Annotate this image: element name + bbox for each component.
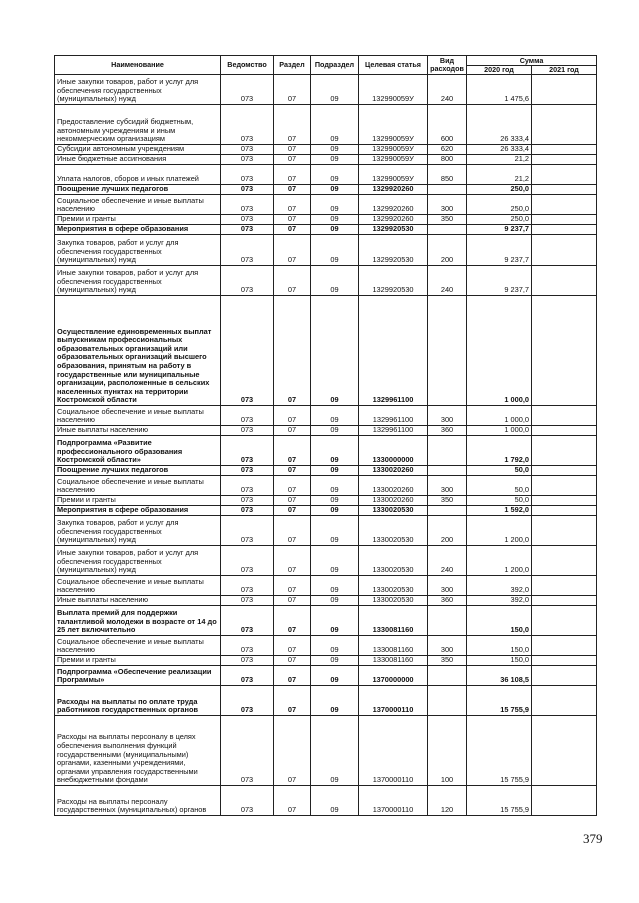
cell-dept: 073 (221, 576, 274, 596)
cell-dept: 073 (221, 496, 274, 506)
cell-type: 620 (428, 145, 467, 155)
cell-dept: 073 (221, 165, 274, 185)
cell-2021 (532, 636, 597, 656)
table-row (55, 606, 597, 636)
cell-target: 1329920260 (359, 185, 428, 195)
cell-name: Закупка товаров, работ и услуг для обеспечения государственных (муниципальных) нужд (55, 516, 221, 546)
cell-target: 1330020530 (359, 546, 428, 576)
cell-type: 300 (428, 406, 467, 426)
table-row (55, 546, 597, 576)
cell-2021 (532, 546, 597, 576)
cell-2021 (532, 606, 597, 636)
cell-section: 07 (274, 165, 311, 185)
cell-target: 1330081160 (359, 606, 428, 636)
cell-dept: 073 (221, 406, 274, 426)
cell-section: 07 (274, 195, 311, 215)
cell-2021 (532, 185, 597, 195)
header-sum: Сумма (467, 56, 597, 66)
cell-type (428, 686, 467, 716)
cell-name: Поощрение лучших педагогов (55, 185, 221, 195)
cell-target: 1329920530 (359, 235, 428, 266)
cell-dept: 073 (221, 516, 274, 546)
cell-section: 07 (274, 666, 311, 686)
table-row (55, 266, 597, 296)
cell-name: Премии и гранты (55, 656, 221, 666)
cell-dept: 073 (221, 656, 274, 666)
table-row (55, 596, 597, 606)
cell-dept: 073 (221, 225, 274, 235)
table-row (55, 786, 597, 816)
cell-subsection: 09 (311, 406, 359, 426)
cell-2020: 26 333,4 (467, 105, 532, 145)
cell-name: Расходы на выплаты персоналу в целях обеспечения выполнения функций государственными (муниципальными) органами, казенными учреждениями, органами управления государственными внебюджетными фондами (55, 716, 221, 786)
cell-2020: 21,2 (467, 165, 532, 185)
cell-2020: 150,0 (467, 636, 532, 656)
cell-2020: 392,0 (467, 576, 532, 596)
cell-type (428, 296, 467, 406)
cell-section: 07 (274, 406, 311, 426)
cell-2021 (532, 466, 597, 476)
table-row (55, 406, 597, 426)
cell-dept: 073 (221, 436, 274, 466)
cell-target: 1330020260 (359, 496, 428, 506)
cell-dept: 073 (221, 235, 274, 266)
cell-subsection: 09 (311, 636, 359, 656)
cell-2021 (532, 165, 597, 185)
cell-target: 1329920530 (359, 225, 428, 235)
cell-type (428, 225, 467, 235)
cell-subsection: 09 (311, 596, 359, 606)
cell-dept: 073 (221, 266, 274, 296)
cell-subsection: 09 (311, 546, 359, 576)
cell-type: 350 (428, 496, 467, 506)
table-row (55, 576, 597, 596)
cell-dept: 073 (221, 506, 274, 516)
header-name: Наименование (55, 56, 221, 75)
cell-subsection: 09 (311, 215, 359, 225)
cell-type: 300 (428, 195, 467, 215)
cell-name: Осуществление единовременных выплат выпускникам профессиональных образовательных организаций или образовательных организаций высшего образования, принятым на работу в государственные или муниципальные организации, расположенные в сельских населенных пунктах на территории Костромской области (55, 296, 221, 406)
cell-name: Закупка товаров, работ и услуг для обеспечения государственных (муниципальных) нужд (55, 235, 221, 266)
cell-dept: 073 (221, 546, 274, 576)
cell-section: 07 (274, 786, 311, 816)
cell-name: Премии и гранты (55, 496, 221, 506)
cell-type: 350 (428, 656, 467, 666)
cell-type: 100 (428, 716, 467, 786)
table-row (55, 155, 597, 165)
cell-subsection: 09 (311, 165, 359, 185)
cell-target: 1329920260 (359, 215, 428, 225)
cell-name: Иные закупки товаров, работ и услуг для обеспечения государственных (муниципальных) нужд (55, 75, 221, 105)
cell-type: 240 (428, 75, 467, 105)
cell-subsection: 09 (311, 606, 359, 636)
cell-name: Иные закупки товаров, работ и услуг для обеспечения государственных (муниципальных) нужд (55, 266, 221, 296)
cell-target: 1329961100 (359, 426, 428, 436)
cell-target: 1370000110 (359, 786, 428, 816)
cell-2020: 1 475,6 (467, 75, 532, 105)
cell-name: Иные закупки товаров, работ и услуг для обеспечения государственных (муниципальных) нужд (55, 546, 221, 576)
cell-name: Иные выплаты населению (55, 596, 221, 606)
cell-target: 1370000000 (359, 666, 428, 686)
cell-target: 1330081160 (359, 656, 428, 666)
table-row (55, 716, 597, 786)
cell-dept: 073 (221, 426, 274, 436)
cell-name: Подпрограмма «Обеспечение реализации Программы» (55, 666, 221, 686)
cell-2020: 392,0 (467, 596, 532, 606)
cell-name: Социальное обеспечение и иные выплаты населению (55, 406, 221, 426)
cell-subsection: 09 (311, 506, 359, 516)
cell-section: 07 (274, 225, 311, 235)
table-row (55, 506, 597, 516)
cell-dept: 073 (221, 215, 274, 225)
cell-2021 (532, 75, 597, 105)
cell-type: 300 (428, 636, 467, 656)
cell-target: 1370000110 (359, 716, 428, 786)
cell-section: 07 (274, 546, 311, 576)
cell-subsection: 09 (311, 75, 359, 105)
table-row (55, 466, 597, 476)
cell-dept: 073 (221, 75, 274, 105)
cell-2021 (532, 666, 597, 686)
cell-2020: 26 333,4 (467, 145, 532, 155)
cell-2020: 1 000,0 (467, 426, 532, 436)
cell-section: 07 (274, 185, 311, 195)
table-row (55, 105, 597, 145)
cell-subsection: 09 (311, 436, 359, 466)
cell-section: 07 (274, 215, 311, 225)
cell-2020: 50,0 (467, 496, 532, 506)
cell-type: 350 (428, 215, 467, 225)
cell-2020: 250,0 (467, 215, 532, 225)
table-row (55, 516, 597, 546)
cell-2020: 1 000,0 (467, 406, 532, 426)
cell-2021 (532, 656, 597, 666)
table-row (55, 195, 597, 215)
cell-type: 800 (428, 155, 467, 165)
cell-section: 07 (274, 506, 311, 516)
cell-dept: 073 (221, 636, 274, 656)
cell-section: 07 (274, 716, 311, 786)
cell-2020: 250,0 (467, 185, 532, 195)
cell-target: 1330020530 (359, 576, 428, 596)
cell-2021 (532, 225, 597, 235)
table-row (55, 666, 597, 686)
table-row (55, 436, 597, 466)
cell-type: 360 (428, 596, 467, 606)
cell-section: 07 (274, 145, 311, 155)
cell-target: 132990059У (359, 145, 428, 155)
cell-dept: 073 (221, 716, 274, 786)
cell-subsection: 09 (311, 466, 359, 476)
cell-section: 07 (274, 686, 311, 716)
cell-type (428, 185, 467, 195)
cell-subsection: 09 (311, 105, 359, 145)
cell-2020: 21,2 (467, 155, 532, 165)
cell-2021 (532, 596, 597, 606)
cell-2020: 9 237,7 (467, 235, 532, 266)
header-2021: 2021 год (532, 66, 597, 75)
cell-name: Социальное обеспечение и иные выплаты населению (55, 636, 221, 656)
cell-dept: 073 (221, 606, 274, 636)
cell-name: Выплата премий для поддержки талантливой молодежи в возрасте от 14 до 25 лет включительно (55, 606, 221, 636)
cell-subsection: 09 (311, 786, 359, 816)
cell-target: 132990059У (359, 165, 428, 185)
cell-dept: 073 (221, 666, 274, 686)
table-row (55, 656, 597, 666)
cell-type: 360 (428, 426, 467, 436)
table-body (55, 75, 597, 816)
cell-type: 850 (428, 165, 467, 185)
cell-2020: 15 755,9 (467, 686, 532, 716)
cell-2021 (532, 686, 597, 716)
cell-type (428, 436, 467, 466)
cell-2021 (532, 105, 597, 145)
cell-target: 132990059У (359, 75, 428, 105)
cell-name: Иные выплаты населению (55, 426, 221, 436)
cell-dept: 073 (221, 145, 274, 155)
cell-subsection: 09 (311, 656, 359, 666)
table-row (55, 215, 597, 225)
cell-section: 07 (274, 496, 311, 506)
cell-subsection: 09 (311, 185, 359, 195)
cell-section: 07 (274, 436, 311, 466)
cell-section: 07 (274, 235, 311, 266)
cell-name: Предоставление субсидий бюджетным, автономным учреждениям и иным некоммерческим организациям (55, 105, 221, 145)
cell-dept: 073 (221, 786, 274, 816)
cell-name: Социальное обеспечение и иные выплаты населению (55, 476, 221, 496)
cell-target: 1329961100 (359, 406, 428, 426)
cell-section: 07 (274, 476, 311, 496)
cell-section: 07 (274, 516, 311, 546)
table-row (55, 165, 597, 185)
cell-section: 07 (274, 266, 311, 296)
cell-name: Поощрение лучших педагогов (55, 466, 221, 476)
cell-2020: 1 200,0 (467, 546, 532, 576)
cell-section: 07 (274, 105, 311, 145)
cell-subsection: 09 (311, 686, 359, 716)
cell-target: 1330020530 (359, 516, 428, 546)
cell-2021 (532, 406, 597, 426)
header-section: Раздел (274, 56, 311, 75)
cell-2021 (532, 496, 597, 506)
cell-2020: 1 792,0 (467, 436, 532, 466)
cell-2021 (532, 506, 597, 516)
cell-dept: 073 (221, 155, 274, 165)
cell-subsection: 09 (311, 145, 359, 155)
cell-target: 1329961100 (359, 296, 428, 406)
table-row (55, 426, 597, 436)
cell-type (428, 466, 467, 476)
cell-target: 1330081160 (359, 636, 428, 656)
cell-subsection: 09 (311, 476, 359, 496)
cell-section: 07 (274, 636, 311, 656)
cell-subsection: 09 (311, 266, 359, 296)
cell-2020: 9 237,7 (467, 225, 532, 235)
cell-2021 (532, 266, 597, 296)
cell-subsection: 09 (311, 235, 359, 266)
cell-name: Социальное обеспечение и иные выплаты населению (55, 195, 221, 215)
cell-target: 132990059У (359, 105, 428, 145)
cell-2020: 1 592,0 (467, 506, 532, 516)
cell-section: 07 (274, 296, 311, 406)
cell-subsection: 09 (311, 716, 359, 786)
cell-2020: 1 000,0 (467, 296, 532, 406)
cell-dept: 073 (221, 686, 274, 716)
cell-2020: 50,0 (467, 476, 532, 496)
cell-2021 (532, 436, 597, 466)
cell-name: Иные бюджетные ассигнования (55, 155, 221, 165)
table-row (55, 75, 597, 105)
cell-target: 1330020530 (359, 506, 428, 516)
header-row (55, 56, 597, 66)
cell-section: 07 (274, 576, 311, 596)
cell-type: 240 (428, 546, 467, 576)
cell-2021 (532, 155, 597, 165)
cell-type: 600 (428, 105, 467, 145)
header-dept: Ведомство (221, 56, 274, 75)
cell-subsection: 09 (311, 296, 359, 406)
cell-2021 (532, 516, 597, 546)
cell-2020: 1 200,0 (467, 516, 532, 546)
table-row (55, 185, 597, 195)
cell-name: Подпрограмма «Развитие профессионального образования Костромской области» (55, 436, 221, 466)
table-row (55, 496, 597, 506)
cell-target: 132990059У (359, 155, 428, 165)
cell-target: 1329920260 (359, 195, 428, 215)
cell-section: 07 (274, 426, 311, 436)
cell-2021 (532, 426, 597, 436)
cell-2021 (532, 786, 597, 816)
cell-2020: 150,0 (467, 606, 532, 636)
cell-2021 (532, 215, 597, 225)
cell-target: 1330020260 (359, 476, 428, 496)
table-row (55, 145, 597, 155)
table-row (55, 636, 597, 656)
cell-name: Расходы на выплаты персоналу государственных (муниципальных) органов (55, 786, 221, 816)
cell-dept: 073 (221, 296, 274, 406)
cell-2020: 9 237,7 (467, 266, 532, 296)
table-row (55, 296, 597, 406)
cell-type (428, 506, 467, 516)
cell-section: 07 (274, 596, 311, 606)
cell-name: Мероприятия в сфере образования (55, 506, 221, 516)
cell-dept: 073 (221, 105, 274, 145)
cell-2020: 15 755,9 (467, 786, 532, 816)
cell-subsection: 09 (311, 576, 359, 596)
cell-2021 (532, 576, 597, 596)
cell-name: Расходы на выплаты по оплате труда работников государственных органов (55, 686, 221, 716)
cell-type: 300 (428, 576, 467, 596)
page-number: 379 (583, 831, 603, 846)
cell-name: Премии и гранты (55, 215, 221, 225)
cell-2020: 250,0 (467, 195, 532, 215)
cell-name: Мероприятия в сфере образования (55, 225, 221, 235)
cell-2021 (532, 716, 597, 786)
cell-section: 07 (274, 466, 311, 476)
cell-subsection: 09 (311, 225, 359, 235)
cell-subsection: 09 (311, 426, 359, 436)
cell-type: 300 (428, 476, 467, 496)
cell-name: Социальное обеспечение и иные выплаты населению (55, 576, 221, 596)
cell-target: 1330020530 (359, 596, 428, 606)
cell-2020: 36 108,5 (467, 666, 532, 686)
cell-dept: 073 (221, 195, 274, 215)
cell-2021 (532, 145, 597, 155)
cell-target: 1329920530 (359, 266, 428, 296)
cell-section: 07 (274, 155, 311, 165)
cell-type (428, 606, 467, 636)
cell-section: 07 (274, 656, 311, 666)
cell-2020: 15 755,9 (467, 716, 532, 786)
cell-target: 1330020260 (359, 466, 428, 476)
cell-2021 (532, 476, 597, 496)
header-target: Целевая статья (359, 56, 428, 75)
cell-subsection: 09 (311, 666, 359, 686)
cell-section: 07 (274, 75, 311, 105)
cell-type: 200 (428, 235, 467, 266)
cell-name: Уплата налогов, сборов и иных платежей (55, 165, 221, 185)
cell-dept: 073 (221, 466, 274, 476)
cell-2020: 50,0 (467, 466, 532, 476)
cell-subsection: 09 (311, 516, 359, 546)
cell-subsection: 09 (311, 195, 359, 215)
header-2020: 2020 год (467, 66, 532, 75)
cell-subsection: 09 (311, 155, 359, 165)
cell-target: 1330000000 (359, 436, 428, 466)
table-row (55, 235, 597, 266)
cell-2021 (532, 296, 597, 406)
cell-dept: 073 (221, 476, 274, 496)
cell-name: Субсидии автономным учреждениям (55, 145, 221, 155)
cell-2020: 150,0 (467, 656, 532, 666)
budget-table (54, 55, 597, 816)
cell-dept: 073 (221, 185, 274, 195)
cell-type: 120 (428, 786, 467, 816)
cell-dept: 073 (221, 596, 274, 606)
cell-type (428, 666, 467, 686)
cell-target: 1370000110 (359, 686, 428, 716)
table-row (55, 476, 597, 496)
cell-type: 200 (428, 516, 467, 546)
cell-2021 (532, 195, 597, 215)
cell-2021 (532, 235, 597, 266)
header-type: Вид расходов (428, 56, 467, 75)
cell-section: 07 (274, 606, 311, 636)
table-row (55, 686, 597, 716)
cell-type: 240 (428, 266, 467, 296)
cell-subsection: 09 (311, 496, 359, 506)
header-subsection: Подраздел (311, 56, 359, 75)
table-row (55, 225, 597, 235)
